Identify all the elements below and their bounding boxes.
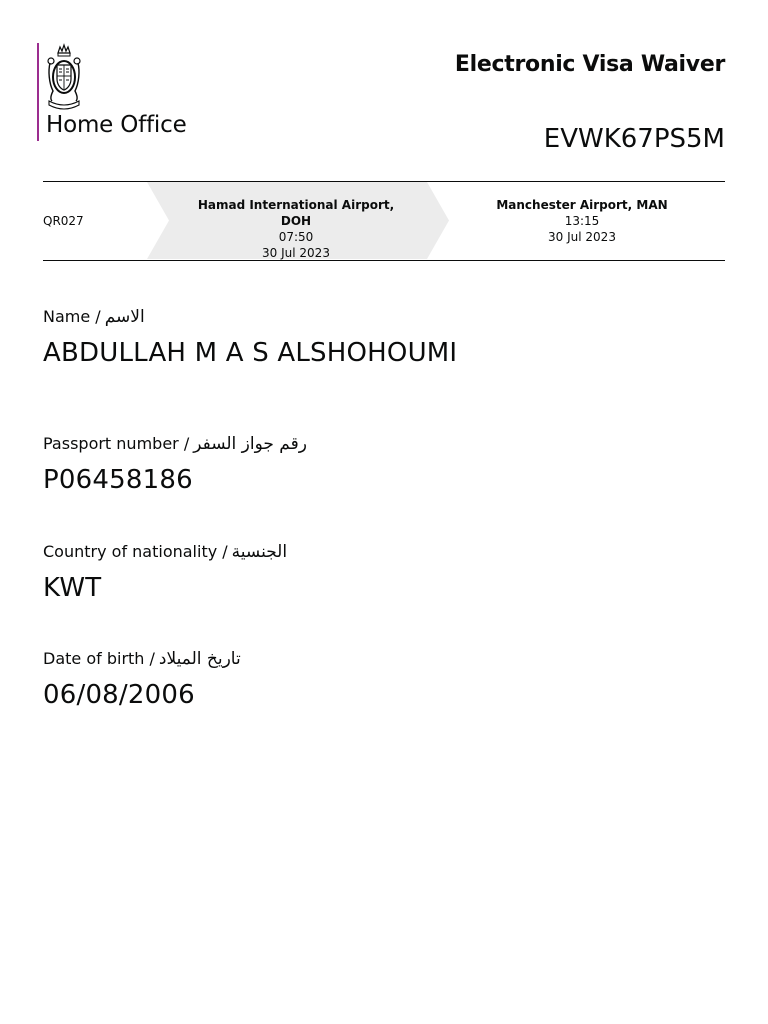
arrival-leg <box>469 197 695 245</box>
arrival-date: 30 Jul 2023 <box>548 230 616 244</box>
reference-number: EVWK67PS5M <box>543 124 725 154</box>
department-name: Home Office <box>46 112 187 138</box>
name-label-en: Name / <box>43 307 101 326</box>
name-label-ar: الاسم <box>104 307 145 327</box>
departure-leg <box>183 197 409 261</box>
arrival-airport: Manchester Airport, MAN <box>496 198 668 212</box>
passport-label <box>43 431 307 457</box>
dob-label-en: Date of birth / <box>43 649 155 668</box>
passport-label-ar: رقم جواز السفر <box>193 434 307 454</box>
passport-field <box>43 431 307 495</box>
royal-coat-of-arms-icon <box>46 43 82 111</box>
home-office-logo <box>37 43 187 141</box>
name-value: ABDULLAH M A S ALSHOHOUMI <box>43 338 458 368</box>
nationality-field <box>43 539 287 603</box>
flight-number: QR027 <box>43 214 84 228</box>
document-title: Electronic Visa Waiver <box>454 52 725 77</box>
nationality-label-en: Country of nationality / <box>43 542 228 561</box>
name-field <box>43 304 457 368</box>
dob-label <box>43 646 241 672</box>
dob-field <box>43 646 241 710</box>
departure-time: 07:50 <box>278 230 314 244</box>
passport-label-en: Passport number / <box>43 434 190 453</box>
dob-label-ar: تاريخ الميلاد <box>158 649 241 669</box>
departure-airport: Hamad International Airport, DOH <box>197 198 395 228</box>
nationality-value: KWT <box>43 573 102 603</box>
arrival-time: 13:15 <box>564 214 600 228</box>
departure-date: 30 Jul 2023 <box>262 246 330 260</box>
nationality-label-ar: الجنسية <box>231 542 288 562</box>
flight-strip <box>43 181 725 261</box>
name-label <box>43 304 457 330</box>
nationality-label <box>43 539 287 565</box>
dob-value: 06/08/2006 <box>43 680 195 710</box>
passport-value: P06458186 <box>43 465 193 495</box>
